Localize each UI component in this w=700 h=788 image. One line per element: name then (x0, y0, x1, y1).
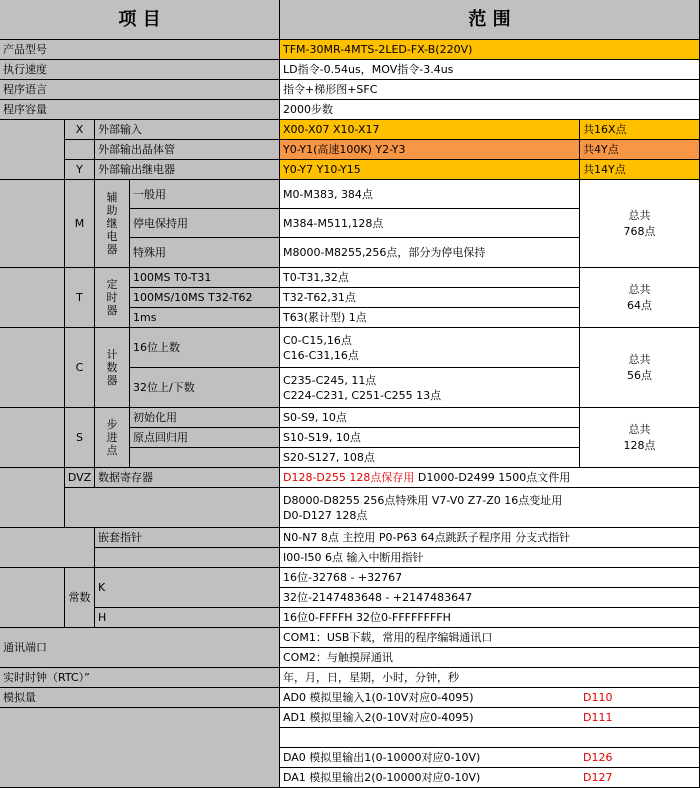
m-total-line: 总共 (628, 208, 651, 222)
t-group-label (95, 268, 130, 328)
analog-text: AD0 模拟里输入1(0-10V对应0-4095) (283, 691, 474, 704)
m-special-range: M8000-M8255,256点，部分为停电保持 (280, 238, 580, 268)
analog-register: D127 (583, 771, 613, 784)
analog-row (280, 688, 700, 708)
c-code: C (65, 328, 95, 408)
s-total-line: 128点 (623, 438, 656, 452)
c-range-line: C235-C245, 11点 (283, 373, 377, 387)
m-group-char: 电 (106, 230, 118, 243)
io-total-transistor: 共4Y点 (580, 140, 700, 160)
m-total-line: 768点 (623, 224, 656, 238)
nest-line2: I00-I50 6点 输入中断用指针 (280, 548, 700, 568)
header-item: 项 目 (0, 0, 280, 40)
const-h-code: H (95, 608, 280, 628)
dvz-code: DVZ (65, 468, 95, 488)
nest-line1: N0-N7 8点 主控用 P0-P63 64点跳跃子程序用 分支式指针 (280, 528, 700, 548)
t-10ms-name: 100MS/10MS T32-T62 (130, 288, 280, 308)
dvz-line1 (280, 468, 700, 488)
m-general-name: 一般用 (130, 180, 280, 209)
c-32bit-name: 32位上/下数 (130, 368, 280, 408)
s-total-line: 总共 (628, 422, 651, 436)
c-32bit-range (280, 368, 580, 408)
c-total-line: 56点 (627, 368, 652, 382)
program-capacity-label: 程序容量 (0, 100, 280, 120)
c-group-label (95, 328, 130, 408)
exec-speed-label: 执行速度 (0, 60, 280, 80)
io-name-input: 外部输入 (95, 120, 280, 140)
const-label: 常数 (65, 568, 95, 628)
const-h-range: 16位0-FFFFH 32位0-FFFFFFFFH (280, 608, 700, 628)
dvz-name: 数据寄存器 (95, 468, 280, 488)
analog-blank (0, 708, 280, 788)
m-latched-name: 停电保持用 (130, 209, 280, 238)
const-blank (0, 568, 65, 628)
dvz-lines-2-3 (280, 488, 700, 528)
analog-text: DA0 模拟里输出1(0-10000对应0-10V) (283, 751, 481, 764)
analog-label: 模拟量 (0, 688, 280, 708)
c-total (580, 328, 700, 408)
s-total (580, 408, 700, 468)
rtc-label: 实时时钟（RTC）” (0, 668, 280, 688)
dvz-blank-lower (65, 488, 280, 528)
c-16bit-range (280, 328, 580, 368)
dvz-latched-text: D128-D255 128点保存用 (283, 471, 415, 484)
dvz-file-text: D1000-D2499 1500点文件用 (414, 471, 571, 484)
s-home-range: S10-S19, 10点 (280, 428, 580, 448)
m-group-char: 助 (106, 204, 118, 217)
c-range-line: C224-C231, C251-C255 13点 (283, 388, 442, 402)
io-range-transistor: Y0-Y1(高速100K) Y2-Y3 (280, 140, 580, 160)
c-range-line: C16-C31,16点 (283, 348, 359, 362)
nest-name: 嵌套指针 (95, 528, 280, 548)
c-group-char: 数 (106, 361, 118, 374)
t-group-char: 时 (106, 291, 118, 304)
m-group-label (95, 180, 130, 268)
dvz-blank (0, 468, 65, 528)
s-blank (0, 408, 65, 468)
exec-speed-value: LD指令-0.54us，MOV指令-3.4us (280, 60, 700, 80)
s-init-range: S0-S9, 10点 (280, 408, 580, 428)
io-name-relay: 外部输出继电器 (95, 160, 280, 180)
analog-row (280, 768, 700, 788)
c-group-char: 计 (106, 348, 118, 361)
program-language-value: 指令+梯形图+SFC (280, 80, 700, 100)
c-group-char: 器 (106, 374, 118, 387)
s-group-label (95, 408, 130, 468)
s-group-char: 步 (106, 418, 118, 431)
t-total (580, 268, 700, 328)
program-capacity-value: 2000步数 (280, 100, 700, 120)
product-model-label: 产品型号 (0, 40, 280, 60)
m-latched-range: M384-M511,128点 (280, 209, 580, 238)
m-special-name: 特殊用 (130, 238, 280, 268)
analog-row (280, 748, 700, 768)
t-total-line: 总共 (628, 282, 651, 296)
nest-blank-lower (95, 548, 280, 568)
c-blank (0, 328, 65, 408)
io-blank (0, 120, 65, 180)
io-total-relay: 共14Y点 (580, 160, 700, 180)
s-code: S (65, 408, 95, 468)
comm-label: 通讯端口 (0, 628, 280, 668)
t-1ms-name: 1ms (130, 308, 280, 328)
io-code-y: Y (65, 160, 95, 180)
m-general-range: M0-M383, 384点 (280, 180, 580, 209)
t-total-line: 64点 (627, 298, 652, 312)
analog-row (280, 728, 700, 748)
io-range-relay: Y0-Y7 Y10-Y15 (280, 160, 580, 180)
io-code-x: X (65, 120, 95, 140)
const-k32-range: 32位-2147483648 - +2147483647 (280, 588, 700, 608)
analog-register: D110 (583, 691, 613, 704)
comm-line2: COM2：与触摸屏通讯 (280, 648, 700, 668)
m-group-char: 辅 (106, 191, 118, 204)
io-total-input: 共16X点 (580, 120, 700, 140)
m-code: M (65, 180, 95, 268)
nest-blank (0, 528, 95, 568)
analog-register: D111 (583, 711, 613, 724)
t-group-char: 器 (106, 304, 118, 317)
rtc-value: 年，月，日，星期，小时，分钟，秒 (280, 668, 700, 688)
c-range-line: C0-C15,16点 (283, 333, 352, 347)
t-10ms-range: T32-T62,31点 (280, 288, 580, 308)
analog-text: AD1 模拟里输入2(0-10V对应0-4095) (283, 711, 474, 724)
t-100ms-range: T0-T31,32点 (280, 268, 580, 288)
m-blank (0, 180, 65, 268)
t-1ms-range: T63(累计型) 1点 (280, 308, 580, 328)
c-total-line: 总共 (628, 352, 651, 366)
t-100ms-name: 100MS T0-T31 (130, 268, 280, 288)
header-range: 范 围 (280, 0, 700, 40)
s-general-name (130, 448, 280, 468)
m-group-char: 继 (106, 217, 118, 230)
dvz-general-text: D0-D127 128点 (283, 508, 368, 522)
t-group-char: 定 (106, 278, 118, 291)
analog-row (280, 708, 700, 728)
const-k-code: K (95, 568, 280, 608)
io-code-blank (65, 140, 95, 160)
io-name-transistor: 外部输出晶体管 (95, 140, 280, 160)
dvz-special-text: D8000-D8255 256点特殊用 V7-V0 Z7-Z0 16点变址用 (283, 493, 563, 507)
program-language-label: 程序语言 (0, 80, 280, 100)
s-group-char: 进 (106, 431, 118, 444)
analog-register: D126 (583, 751, 613, 764)
product-model-value: TFM-30MR-4MTS-2LED-FX-B(220V) (280, 40, 700, 60)
s-general-range: S20-S127, 108点 (280, 448, 580, 468)
t-blank (0, 268, 65, 328)
t-code: T (65, 268, 95, 328)
m-group-char: 器 (106, 243, 118, 256)
s-home-name: 原点回归用 (130, 428, 280, 448)
m-total (580, 180, 700, 268)
io-range-input: X00-X07 X10-X17 (280, 120, 580, 140)
comm-line1: COM1：USB下载，常用的程序编辑通讯口 (280, 628, 700, 648)
s-group-char: 点 (106, 444, 118, 457)
analog-text: DA1 模拟里输出2(0-10000对应0-10V) (283, 771, 481, 784)
s-init-name: 初始化用 (130, 408, 280, 428)
c-16bit-name: 16位上数 (130, 328, 280, 368)
const-k16-range: 16位-32768 - +32767 (280, 568, 700, 588)
